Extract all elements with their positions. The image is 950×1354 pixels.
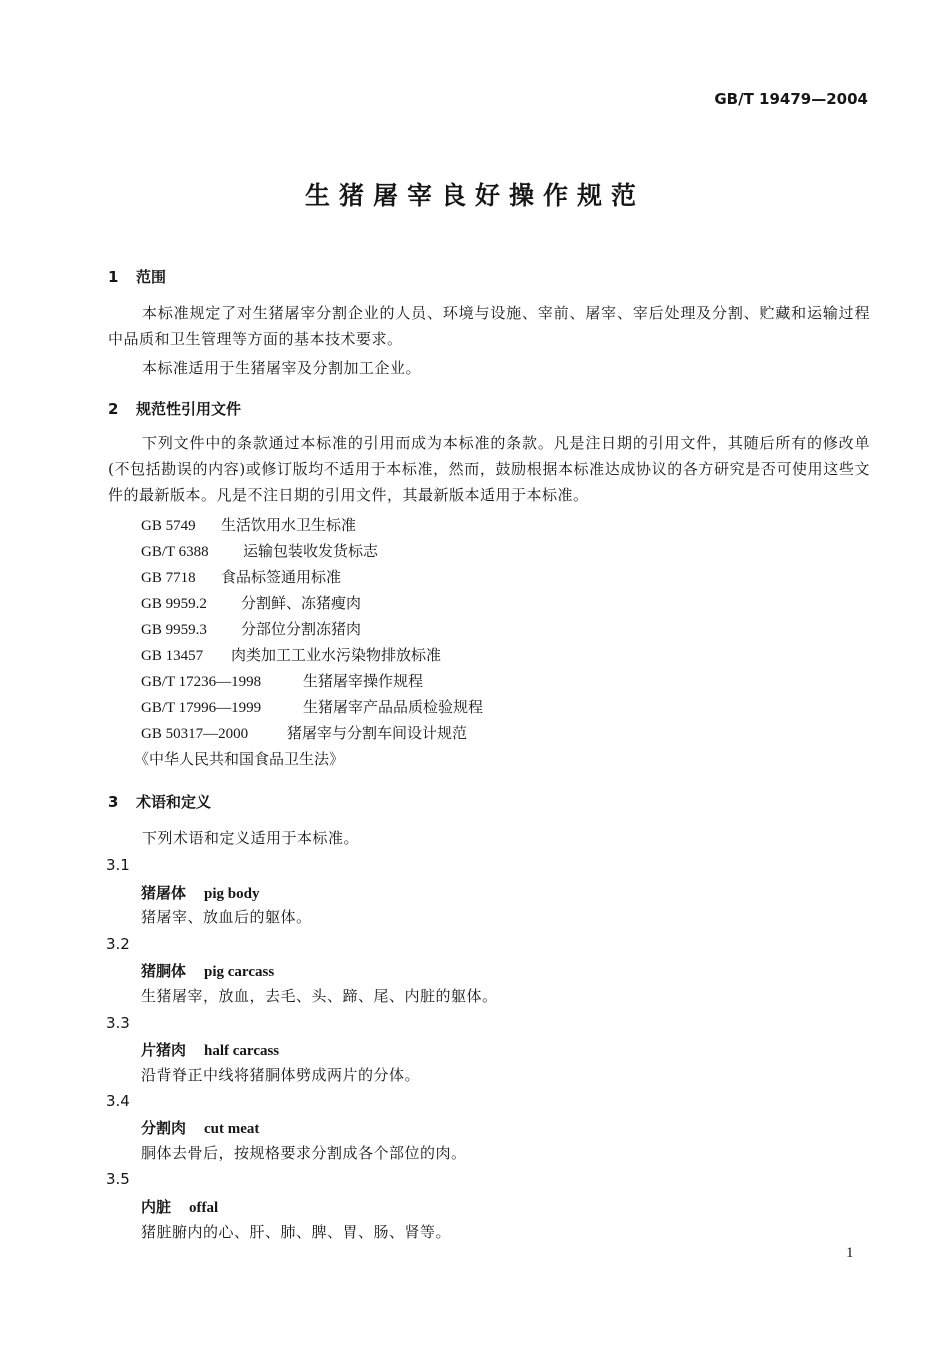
term-english: half carcass — [204, 1043, 280, 1059]
reference-item — [141, 670, 423, 691]
reference-item — [141, 618, 361, 639]
term-chinese: 猪胴体 — [141, 962, 187, 980]
reference-name: 生活饮用水卫生标准 — [221, 516, 357, 534]
term-english: offal — [189, 1200, 219, 1216]
clause-number: 3.5 — [106, 1170, 130, 1188]
term-definition: 猪脏腑内的心、肝、肺、脾、胃、肠、肾等。 — [141, 1223, 452, 1241]
reference-name: 肉类加工工业水污染物排放标准 — [231, 646, 442, 664]
reference-code: GB 9959.2 — [141, 596, 207, 612]
reference-code: GB 7718 — [141, 570, 196, 586]
document-title: 生猪屠宰良好操作规范 — [304, 181, 645, 210]
term-chinese: 分割肉 — [141, 1119, 187, 1137]
section-number: 3 — [108, 793, 119, 811]
clause-number: 3.4 — [106, 1092, 130, 1110]
section-2-heading — [108, 398, 241, 419]
term-heading — [141, 1196, 218, 1217]
reference-name: 运输包装收发货标志 — [243, 542, 379, 560]
reference-code: GB 13457 — [141, 648, 204, 664]
term-heading — [141, 960, 274, 981]
term-chinese: 片猪肉 — [141, 1041, 187, 1059]
reference-code: GB 5749 — [141, 518, 196, 534]
term-heading — [141, 882, 259, 903]
section-title: 术语和定义 — [136, 793, 212, 811]
reference-name: 分割鲜、冻猪瘦肉 — [241, 594, 362, 612]
section-title: 范围 — [136, 268, 167, 286]
section-1-paragraph-1: 本标准规定了对生猪屠宰分割企业的人员、环境与设施、宰前、屠宰、宰后处理及分割、贮藏和运输过程中品质和卫生管理等方面的基本技术要求。 — [108, 304, 870, 348]
reference-item — [141, 540, 378, 561]
section-1-paragraph-2: 本标准适用于生猪屠宰及分割加工企业。 — [142, 359, 422, 377]
term-heading — [141, 1117, 259, 1138]
reference-code: GB/T 17236—1998 — [141, 674, 262, 690]
reference-code: GB/T 6388 — [141, 544, 209, 560]
reference-item — [141, 644, 441, 665]
term-chinese: 猪屠体 — [141, 884, 187, 902]
section-1-heading — [108, 266, 166, 287]
section-2-paragraph: 下列文件中的条款通过本标准的引用而成为本标准的条款。凡是注日期的引用文件，其随后所有的修改单(不包括勘误的内容)或修订版均不适用于本标准，然而，鼓励根据本标准达成协议的各方研究是否可使用这些文件的最新版本。凡是不注日期的引用文件，其最新版本适用于本标准。 — [108, 434, 870, 504]
standard-number: GB/T 19479—2004 — [714, 90, 868, 108]
section-title: 规范性引用文件 — [136, 400, 242, 418]
term-definition: 生猪屠宰，放血，去毛、头、蹄、尾、内脏的躯体。 — [141, 987, 498, 1005]
reference-name: 食品标签通用标准 — [221, 568, 342, 586]
reference-item — [141, 566, 341, 587]
reference-code: GB/T 17996—1999 — [141, 700, 262, 716]
clause-number: 3.3 — [106, 1014, 130, 1032]
reference-item — [141, 696, 483, 717]
term-definition: 猪屠宰、放血后的躯体。 — [141, 908, 312, 926]
clause-number: 3.1 — [106, 856, 130, 874]
term-definition: 沿背脊正中线将猪胴体劈成两片的分体。 — [141, 1066, 421, 1084]
section-3-heading — [108, 791, 211, 812]
reference-name: 生猪屠宰操作规程 — [303, 672, 424, 690]
reference-name: 猪屠宰与分割车间设计规范 — [287, 724, 468, 742]
reference-item — [141, 722, 467, 743]
term-english: pig body — [204, 886, 260, 902]
section-number: 1 — [108, 268, 119, 286]
reference-item — [141, 514, 356, 535]
section-3-intro: 下列术语和定义适用于本标准。 — [142, 829, 360, 847]
reference-item — [141, 592, 361, 613]
term-definition: 胴体去骨后，按规格要求分割成各个部位的肉。 — [141, 1144, 467, 1162]
reference-name: 生猪屠宰产品品质检验规程 — [303, 698, 484, 716]
term-chinese: 内脏 — [141, 1198, 172, 1216]
section-number: 2 — [108, 400, 119, 418]
reference-code: GB 9959.3 — [141, 622, 207, 638]
reference-name: 分部位分割冻猪肉 — [241, 620, 362, 638]
reference-code: GB 50317—2000 — [141, 726, 249, 742]
term-english: cut meat — [204, 1121, 260, 1137]
term-english: pig carcass — [204, 964, 275, 980]
clause-number: 3.2 — [106, 935, 130, 953]
page-number: 1 — [846, 1245, 854, 1261]
term-heading — [141, 1039, 279, 1060]
reference-law: 《中华人民共和国食品卫生法》 — [134, 750, 345, 768]
